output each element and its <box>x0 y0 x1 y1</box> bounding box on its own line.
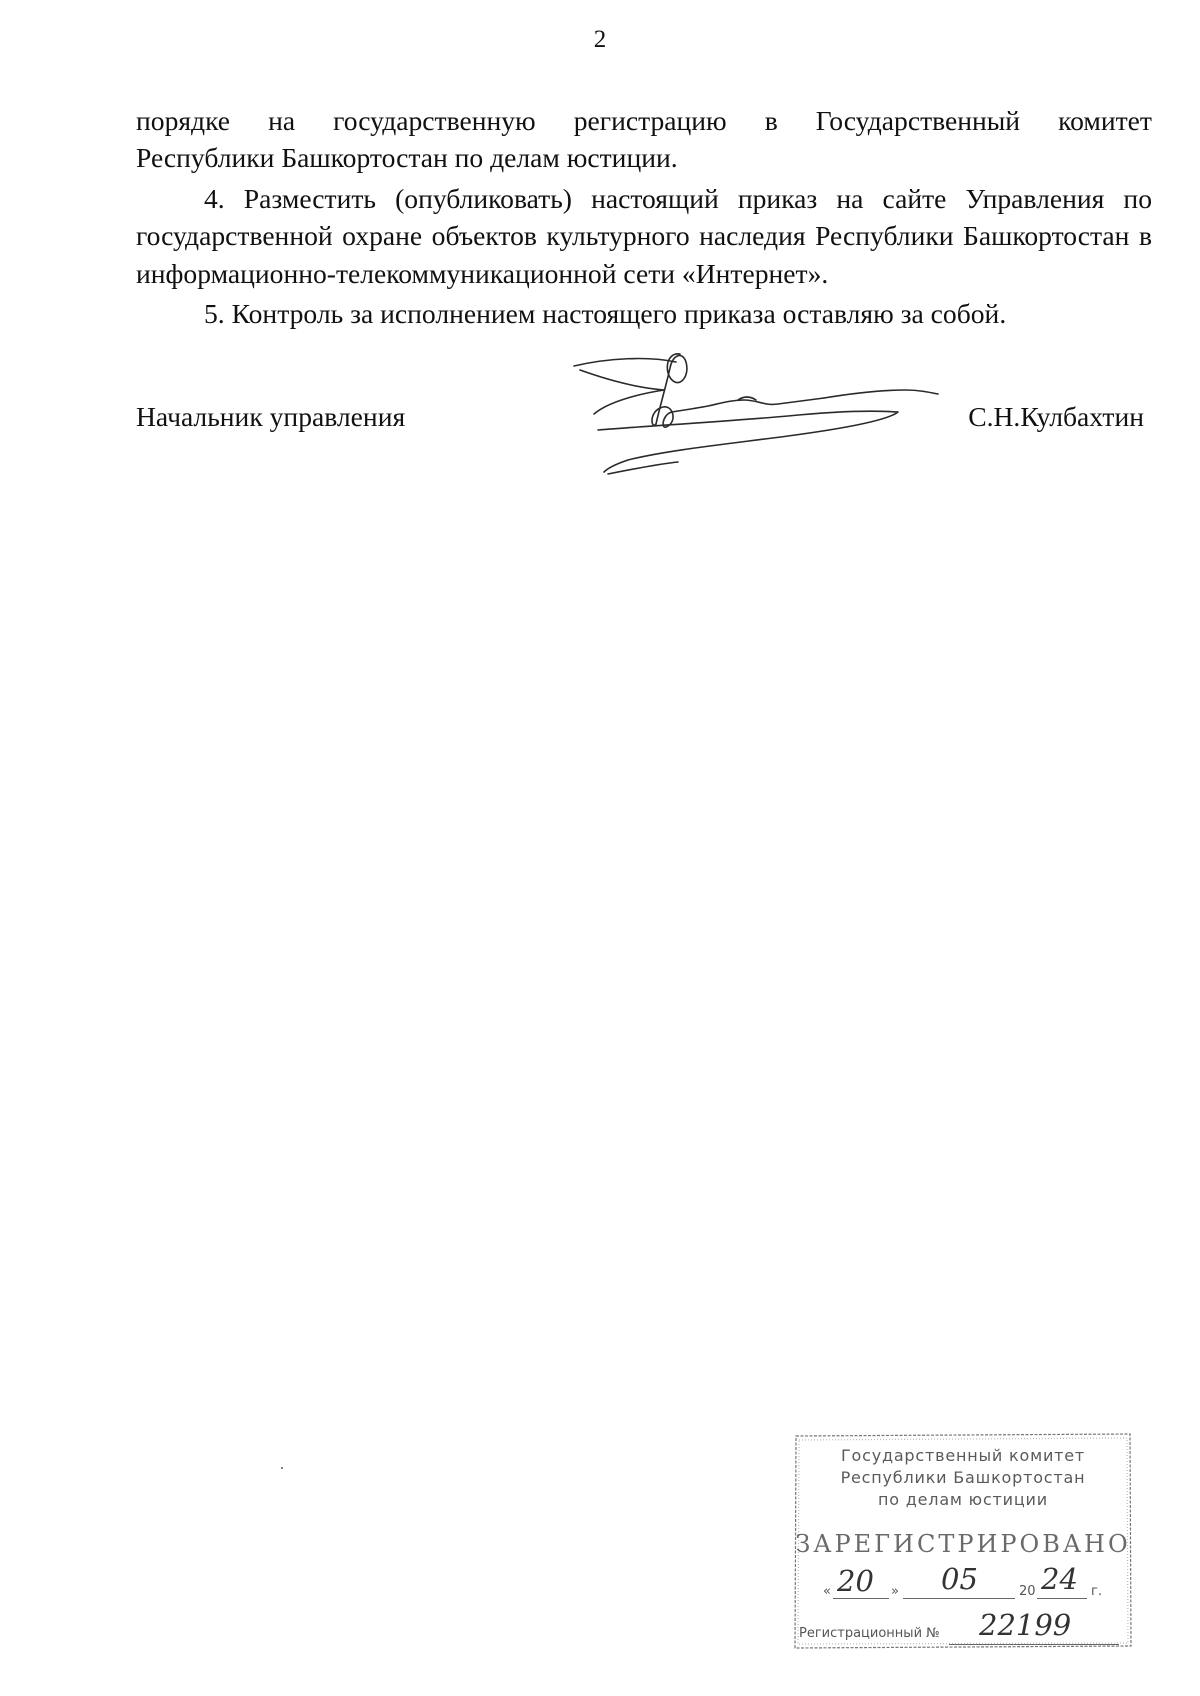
stamp-date-year-suffix: 24 <box>1041 1562 1078 1596</box>
stamp-date-year-prefix: 20 <box>1019 1584 1036 1599</box>
stamp-reg-underline <box>949 1644 1119 1645</box>
paragraph-3-line-2: Республики Башкортостан по делам юстиции. <box>136 142 678 174</box>
stamp-reg-number: 22199 <box>979 1608 1072 1642</box>
stamp-date <box>823 1562 1123 1604</box>
stamp-date-open-quote: « <box>823 1584 831 1599</box>
stamp-date-month: 05 <box>941 1562 978 1596</box>
signer-position: Начальник управления <box>136 401 406 432</box>
stamp-month-underline <box>903 1598 1015 1599</box>
paragraph-5: 5. Контроль за исполнением настоящего приказа оставляю за собой. <box>204 298 1007 330</box>
stamp-reg-number-label: Регистрационный № <box>799 1626 940 1641</box>
scan-speck <box>281 1467 283 1469</box>
handwritten-signature <box>568 350 948 480</box>
stamp-day-underline <box>833 1598 889 1599</box>
stamp-line-2: Республики Башкортостан <box>840 1468 1086 1487</box>
paragraph-4: 4. Разместить (опубликовать) настоящий приказ на сайте Управления по государственной охране объектов культурного наследия Республики Башкортостан в информационно-телекоммуникационной сети «Интернет». <box>136 182 1152 289</box>
page-number: 2 <box>593 26 607 53</box>
stamp-registration-number <box>799 1608 1129 1648</box>
signer-name: С.Н.Кулбахтин <box>968 401 1144 432</box>
stamp-line-1: Государственный комитет <box>840 1446 1086 1465</box>
document-body <box>136 102 1152 332</box>
stamp-date-year-unit: г. <box>1091 1584 1102 1599</box>
stamp-line-3: по делам юстиции <box>878 1490 1048 1509</box>
registration-stamp <box>793 1432 1133 1650</box>
stamp-year-underline <box>1037 1598 1087 1599</box>
stamp-date-day: 20 <box>837 1564 874 1598</box>
stamp-registered-label: ЗАРЕГИСТРИРОВАНО <box>795 1530 1131 1558</box>
stamp-date-close-quote: » <box>891 1584 899 1599</box>
paragraph-3-line-1: порядке на государственную регистрацию в Государственный комитет <box>136 105 1152 136</box>
